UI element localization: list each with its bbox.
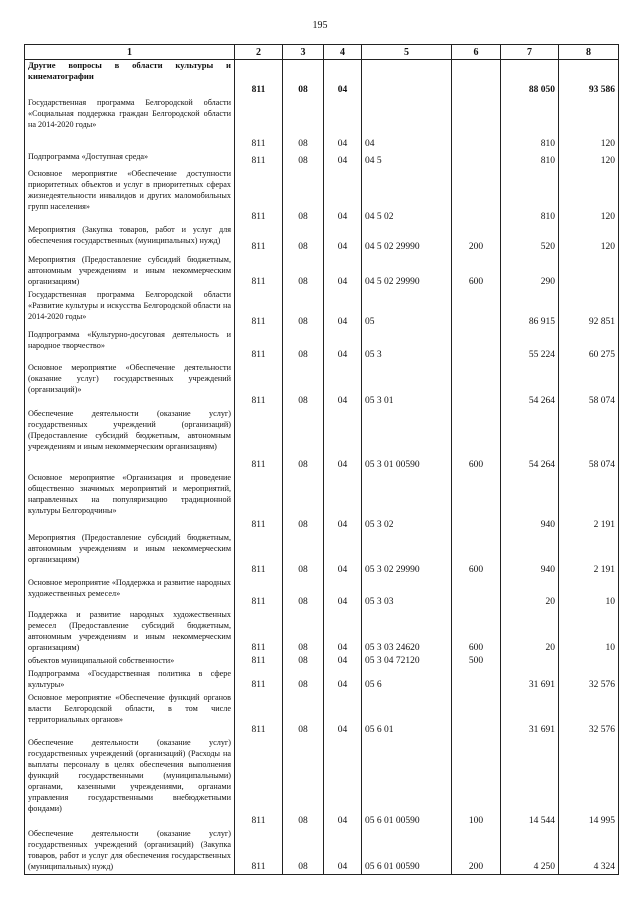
row-name: Подпрограмма «Государственная политика в сфере культуры»: [25, 668, 235, 692]
cell-amount-year1: 810: [501, 151, 559, 168]
table-row: [25, 254, 619, 289]
cell-ministry: 811: [235, 655, 283, 668]
cell-expense-type: 200: [452, 224, 501, 254]
table-row: [25, 408, 619, 472]
cell-amount-year1: 940: [501, 532, 559, 577]
col-header: 2: [235, 45, 283, 60]
cell-expense-type: 100: [452, 737, 501, 828]
cell-expense-type: [452, 692, 501, 737]
table-row: [25, 151, 619, 168]
cell-subsection: 04: [324, 254, 362, 289]
cell-amount-year2: 2 191: [559, 472, 619, 532]
table-row: [25, 668, 619, 692]
cell-amount-year2: 32 576: [559, 668, 619, 692]
cell-expense-type: [452, 60, 501, 97]
row-name: Подпрограмма «Доступная среда»: [25, 151, 235, 168]
table-row: [25, 609, 619, 655]
cell-ministry: 811: [235, 362, 283, 408]
cell-target-article: 05 3 01: [362, 362, 452, 408]
cell-subsection: 04: [324, 224, 362, 254]
table-row: [25, 737, 619, 828]
cell-ministry: 811: [235, 408, 283, 472]
cell-section: 08: [283, 151, 324, 168]
row-name: объектов муниципальной собственности»: [25, 655, 235, 668]
cell-ministry: 811: [235, 532, 283, 577]
col-header: 6: [452, 45, 501, 60]
cell-section: 08: [283, 828, 324, 875]
cell-amount-year2: 120: [559, 97, 619, 151]
row-name: Подпрограмма «Культурно-досуговая деятельность и народное творчество»: [25, 329, 235, 362]
cell-target-article: 04 5 02 29990: [362, 254, 452, 289]
cell-target-article: 04 5: [362, 151, 452, 168]
cell-amount-year1: 31 691: [501, 668, 559, 692]
cell-amount-year1: 940: [501, 472, 559, 532]
cell-target-article: [362, 60, 452, 97]
row-name: Основное мероприятие «Обеспечение доступности приоритетных объектов и услуг в приоритетных сферах жизнедеятельности инвалидов и других маломобильных групп населения»: [25, 168, 235, 224]
row-name: Поддержка и развитие народных художественных ремесел (Предоставление субсидий бюджетным, автономным учреждениям и иным некоммерческим организациям): [25, 609, 235, 655]
cell-subsection: 04: [324, 289, 362, 329]
cell-expense-type: [452, 329, 501, 362]
cell-ministry: 811: [235, 472, 283, 532]
cell-expense-type: [452, 668, 501, 692]
cell-target-article: 05 3 01 00590: [362, 408, 452, 472]
row-name: Основное мероприятие «Обеспечение деятельности (оказание услуг) государственных учреждений (организаций)»: [25, 362, 235, 408]
cell-subsection: 04: [324, 362, 362, 408]
row-name: Мероприятия (Предоставление субсидий бюджетным, автономным учреждениям и иным некоммерческим организациям): [25, 532, 235, 577]
row-name: Государственная программа Белгородской области «Социальная поддержка граждан Белгородской области на 2014-2020 годы»: [25, 97, 235, 151]
cell-subsection: 04: [324, 609, 362, 655]
cell-expense-type: 600: [452, 408, 501, 472]
cell-amount-year1: [501, 655, 559, 668]
table-row: [25, 472, 619, 532]
cell-section: 08: [283, 532, 324, 577]
cell-amount-year1: 14 544: [501, 737, 559, 828]
cell-ministry: 811: [235, 151, 283, 168]
cell-subsection: 04: [324, 329, 362, 362]
table-row: [25, 97, 619, 151]
cell-amount-year2: 10: [559, 577, 619, 609]
cell-ministry: 811: [235, 692, 283, 737]
cell-target-article: 05 3: [362, 329, 452, 362]
cell-expense-type: 600: [452, 532, 501, 577]
cell-expense-type: [452, 168, 501, 224]
cell-subsection: 04: [324, 168, 362, 224]
cell-expense-type: [452, 577, 501, 609]
col-header: 1: [25, 45, 235, 60]
cell-expense-type: [452, 472, 501, 532]
cell-target-article: 05 3 02 29990: [362, 532, 452, 577]
cell-subsection: 04: [324, 408, 362, 472]
cell-subsection: 04: [324, 577, 362, 609]
cell-expense-type: 600: [452, 609, 501, 655]
cell-amount-year2: 120: [559, 168, 619, 224]
cell-amount-year1: 88 050: [501, 60, 559, 97]
cell-target-article: 05 3 03 24620: [362, 609, 452, 655]
cell-section: 08: [283, 362, 324, 408]
cell-subsection: 04: [324, 532, 362, 577]
cell-ministry: 811: [235, 97, 283, 151]
cell-section: 08: [283, 668, 324, 692]
cell-section: 08: [283, 408, 324, 472]
cell-section: 08: [283, 60, 324, 97]
cell-expense-type: [452, 362, 501, 408]
row-name: Мероприятия (Закупка товаров, работ и услуг для обеспечения государственных (муниципальных) нужд): [25, 224, 235, 254]
cell-amount-year1: 20: [501, 577, 559, 609]
cell-section: 08: [283, 289, 324, 329]
cell-section: 08: [283, 224, 324, 254]
cell-amount-year1: 4 250: [501, 828, 559, 875]
table-row: [25, 168, 619, 224]
table-row: [25, 692, 619, 737]
cell-ministry: 811: [235, 289, 283, 329]
table-row: [25, 60, 619, 97]
cell-ministry: 811: [235, 609, 283, 655]
cell-ministry: 811: [235, 224, 283, 254]
cell-subsection: 04: [324, 828, 362, 875]
cell-target-article: 04 5 02: [362, 168, 452, 224]
cell-section: 08: [283, 655, 324, 668]
cell-amount-year2: 92 851: [559, 289, 619, 329]
row-name: Основное мероприятие «Организация и проведение общественно значимых мероприятий и мероприятий, направленных на популяризацию традиционной культуры Белгородчины»: [25, 472, 235, 532]
cell-amount-year2: 14 995: [559, 737, 619, 828]
cell-target-article: 05 6: [362, 668, 452, 692]
cell-amount-year2: 58 074: [559, 362, 619, 408]
cell-subsection: 04: [324, 655, 362, 668]
row-name: Обеспечение деятельности (оказание услуг) государственных учреждений (организаций) (Расходы на выплаты персоналу в целях обеспечения выполнения функций государственными (муниципальными) органами, казенными учреждениями, органами управления государственными внебюджетными фондами): [25, 737, 235, 828]
col-header: 3: [283, 45, 324, 60]
cell-subsection: 04: [324, 151, 362, 168]
cell-target-article: 05 3 04 72120: [362, 655, 452, 668]
col-header: 4: [324, 45, 362, 60]
row-name: Обеспечение деятельности (оказание услуг) государственных учреждений (организаций) (Закупка товаров, работ и услуг для обеспечения государственных (муниципальных) нужд): [25, 828, 235, 875]
cell-section: 08: [283, 472, 324, 532]
cell-section: 08: [283, 609, 324, 655]
row-name: Мероприятия (Предоставление субсидий бюджетным, автономным учреждениям и иным некоммерческим организациям): [25, 254, 235, 289]
cell-target-article: 05 3 03: [362, 577, 452, 609]
cell-amount-year2: 4 324: [559, 828, 619, 875]
cell-target-article: 05 6 01 00590: [362, 828, 452, 875]
cell-section: 08: [283, 97, 324, 151]
cell-amount-year2: 120: [559, 224, 619, 254]
cell-expense-type: 200: [452, 828, 501, 875]
cell-amount-year1: 20: [501, 609, 559, 655]
row-name: Основное мероприятие «Обеспечение функций органов власти Белгородской области, в том числе территориальных органов»: [25, 692, 235, 737]
cell-amount-year2: 120: [559, 151, 619, 168]
cell-subsection: 04: [324, 737, 362, 828]
col-header: 8: [559, 45, 619, 60]
cell-amount-year1: 520: [501, 224, 559, 254]
table-row: [25, 329, 619, 362]
cell-section: 08: [283, 692, 324, 737]
cell-expense-type: [452, 151, 501, 168]
cell-target-article: 05 6 01 00590: [362, 737, 452, 828]
cell-ministry: 811: [235, 168, 283, 224]
cell-section: 08: [283, 254, 324, 289]
cell-expense-type: 600: [452, 254, 501, 289]
col-header: 7: [501, 45, 559, 60]
row-name: Другие вопросы в области культуры и кинематографии: [25, 60, 235, 97]
cell-amount-year2: 32 576: [559, 692, 619, 737]
cell-target-article: 04: [362, 97, 452, 151]
page-number: 195: [312, 20, 328, 31]
cell-target-article: 04 5 02 29990: [362, 224, 452, 254]
cell-amount-year2: 93 586: [559, 60, 619, 97]
table-row: [25, 224, 619, 254]
cell-amount-year1: 290: [501, 254, 559, 289]
budget-table: [24, 44, 619, 875]
table-row: [25, 577, 619, 609]
table-row: [25, 655, 619, 668]
cell-amount-year2: [559, 655, 619, 668]
cell-expense-type: 500: [452, 655, 501, 668]
cell-ministry: 811: [235, 329, 283, 362]
cell-amount-year1: 54 264: [501, 362, 559, 408]
cell-amount-year2: 58 074: [559, 408, 619, 472]
header-row: [25, 45, 619, 60]
row-name: Обеспечение деятельности (оказание услуг) государственных учреждений (организаций) (Предоставление субсидий бюджетным, автономным учреждениям и иным некоммерческим организациям): [25, 408, 235, 472]
cell-amount-year1: 55 224: [501, 329, 559, 362]
table-row: [25, 289, 619, 329]
cell-target-article: 05 3 02: [362, 472, 452, 532]
col-header: 5: [362, 45, 452, 60]
cell-target-article: 05 6 01: [362, 692, 452, 737]
cell-expense-type: [452, 289, 501, 329]
cell-section: 08: [283, 737, 324, 828]
row-name: Государственная программа Белгородской области «Развитие культуры и искусства Белгородской области на 2014-2020 годы»: [25, 289, 235, 329]
cell-section: 08: [283, 329, 324, 362]
cell-amount-year1: 810: [501, 97, 559, 151]
cell-amount-year2: 2 191: [559, 532, 619, 577]
cell-target-article: 05: [362, 289, 452, 329]
cell-subsection: 04: [324, 60, 362, 97]
table-row: [25, 828, 619, 875]
cell-subsection: 04: [324, 97, 362, 151]
cell-amount-year2: 60 275: [559, 329, 619, 362]
cell-subsection: 04: [324, 472, 362, 532]
cell-ministry: 811: [235, 577, 283, 609]
cell-section: 08: [283, 168, 324, 224]
cell-ministry: 811: [235, 828, 283, 875]
cell-amount-year1: 54 264: [501, 408, 559, 472]
cell-ministry: 811: [235, 254, 283, 289]
cell-ministry: 811: [235, 668, 283, 692]
cell-ministry: 811: [235, 737, 283, 828]
table-row: [25, 532, 619, 577]
cell-ministry: 811: [235, 60, 283, 97]
cell-expense-type: [452, 97, 501, 151]
row-name: Основное мероприятие «Поддержка и развитие народных художественных ремесел»: [25, 577, 235, 609]
cell-amount-year1: 31 691: [501, 692, 559, 737]
cell-subsection: 04: [324, 668, 362, 692]
cell-amount-year1: 810: [501, 168, 559, 224]
cell-section: 08: [283, 577, 324, 609]
cell-amount-year1: 86 915: [501, 289, 559, 329]
table-row: [25, 362, 619, 408]
cell-amount-year2: [559, 254, 619, 289]
cell-subsection: 04: [324, 692, 362, 737]
cell-amount-year2: 10: [559, 609, 619, 655]
